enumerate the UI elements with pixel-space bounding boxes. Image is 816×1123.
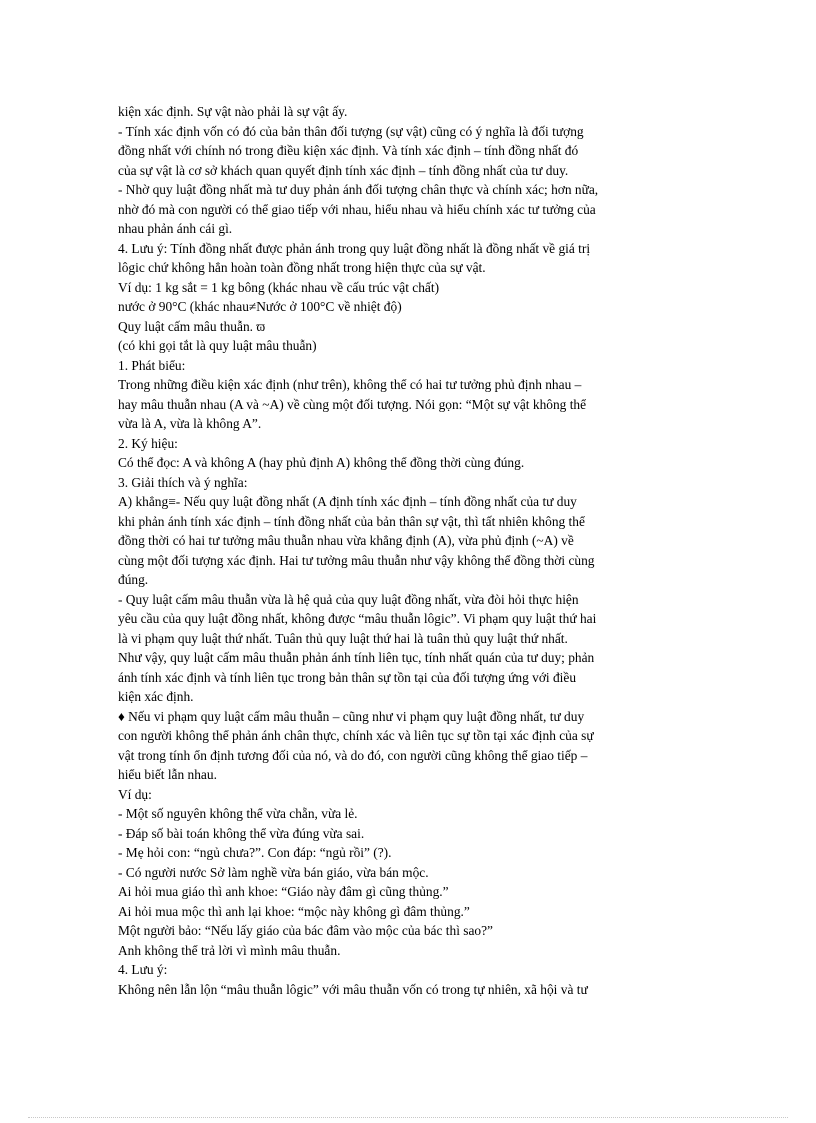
text-line: nhờ đó mà con người có thể giao tiếp với nhau, hiểu nhau và hiểu chính xác tư tưởng của xyxy=(118,201,596,217)
text-line: - Tính xác định vốn có đó của bản thân đối tượng (sự vật) cũng có ý nghĩa là đối tượng xyxy=(118,123,584,139)
text-line: ánh tính xác định và tính liên tục trong bản thân sự tồn tại của đối tượng ứng với điều xyxy=(118,669,577,685)
text-line: nhau phản ánh cái gì. xyxy=(118,221,233,236)
text-line: Ví dụ: 1 kg sắt = 1 kg bông (khác nhau về cấu trúc vật chất) xyxy=(118,279,440,295)
text-line: kiện xác định. xyxy=(118,689,194,704)
text-line: A) khẳng≡- Nếu quy luật đồng nhất (A định tính xác định – tính đồng nhất của tư duy xyxy=(118,494,577,509)
text-line: - Quy luật cấm mâu thuẫn vừa là hệ quả của quy luật đồng nhất, vừa đòi hỏi thực hiện xyxy=(118,591,579,607)
text-line: Trong những điều kiện xác định (như trên), không thể có hai tư tưởng phủ định nhau – xyxy=(118,377,582,392)
page-bottom-divider xyxy=(28,1117,788,1118)
text-line: (có khi gọi tắt là quy luật mâu thuẫn) xyxy=(118,338,317,353)
text-line: đồng thời có hai tư tưởng mâu thuẫn nhau vừa khẳng định (A), vừa phủ định (~A) về xyxy=(118,533,574,548)
text-line: khi phản ánh tính xác định – tính đồng nhất của bản thân sự vật, thì tất nhiên không thể xyxy=(118,513,585,529)
text-line: 4. Lưu ý: xyxy=(118,962,168,977)
text-line: hiểu biết lẫn nhau. xyxy=(118,767,217,782)
text-line: vừa là A, vừa là không A”. xyxy=(118,416,262,431)
text-line: 4. Lưu ý: Tính đồng nhất được phản ánh trong quy luật đồng nhất là đồng nhất về giá trị xyxy=(118,240,591,256)
text-line: Ví dụ: xyxy=(118,786,152,802)
text-line: là vi phạm quy luật thứ nhất. Tuân thủ quy luật thứ hai là tuân thủ quy luật thứ nhất. xyxy=(118,630,568,646)
text-line: Ai hỏi mua mộc thì anh lại khoe: “mộc này không gì đâm thủng.” xyxy=(118,903,470,919)
text-line: 2. Ký hiệu: xyxy=(118,435,178,451)
text-line: cùng một đối tượng xác định. Hai tư tưởng mâu thuẫn như vậy không thể đồng thời cùng xyxy=(118,552,595,568)
text-line: Quy luật cấm mâu thuẫn. ϖ xyxy=(118,318,266,334)
text-line: kiện xác định. Sự vật nào phải là sự vật ấy. xyxy=(118,104,348,119)
text-line: con người không thể phản ánh chân thực, chính xác và liên tục sự tồn tại xác định của sự xyxy=(118,728,594,743)
text-line: Một người bảo: “Nếu lấy giáo của bác đâm vào mộc của bác thì sao?” xyxy=(118,923,494,938)
text-line: - Mẹ hỏi con: “ngủ chưa?”. Con đáp: “ngủ rồi” (?). xyxy=(118,845,392,860)
text-line: đồng nhất với chính nó trong điều kiện xác định. Và tính xác định – tính đồng nhất đó xyxy=(118,143,579,158)
text-line: hay mâu thuẫn nhau (A và ~A) về cùng một đối tượng. Nói gọn: “Một sự vật không thể xyxy=(118,396,587,412)
text-line: của sự vật là cơ sở khách quan quyết định tính xác định – tính đồng nhất của tư duy. xyxy=(118,162,569,178)
text-line: Anh không thể trả lời vì mình mâu thuẫn. xyxy=(118,942,341,958)
text-line: vật trong tính ổn định tương đối của nó, và do đó, con người cũng không thể giao tiếp – xyxy=(118,747,588,763)
text-line: Không nên lẫn lộn “mâu thuẫn lôgic” với mâu thuẫn vốn có trong tự nhiên, xã hội và tư xyxy=(118,981,588,997)
text-line: nước ở 90°C (khác nhau≠Nước ở 100°C về nhiệt độ) xyxy=(118,299,402,314)
text-line: đúng. xyxy=(118,572,149,587)
text-line: - Có người nước Sở làm nghề vừa bán giáo, vừa bán mộc. xyxy=(118,864,429,880)
text-line: ♦ Nếu vi phạm quy luật cấm mâu thuẫn – cũng như vi phạm quy luật đồng nhất, tư duy xyxy=(118,708,585,724)
text-line: lôgic chứ không hẳn hoàn toàn đồng nhất trong hiện thực của sự vật. xyxy=(118,260,486,275)
text-line: - Một số nguyên không thể vừa chẵn, vừa lẻ. xyxy=(118,806,358,821)
text-line: Như vậy, quy luật cấm mâu thuẫn phản ánh tính liên tục, tính nhất quán của tư duy; phản xyxy=(118,650,595,665)
text-line: Ai hỏi mua giáo thì anh khoe: “Giáo này đâm gì cũng thủng.” xyxy=(118,884,449,899)
document-page xyxy=(118,102,708,999)
text-line: yêu cầu của quy luật đồng nhất, không được “mâu thuẫn lôgic”. Vi phạm quy luật thứ hai xyxy=(118,611,597,626)
text-line: 3. Giải thích và ý nghĩa: xyxy=(118,474,248,490)
text-line: - Đáp số bài toán không thể vừa đúng vừa sai. xyxy=(118,825,365,841)
text-line: Có thể đọc: A và không A (hay phủ định A) không thể đồng thời cùng đúng. xyxy=(118,455,525,470)
text-line: - Nhờ quy luật đồng nhất mà tư duy phản ánh đối tượng chân thực và chính xác; hơn nữa, xyxy=(118,182,599,197)
text-line: 1. Phát biểu: xyxy=(118,357,186,373)
